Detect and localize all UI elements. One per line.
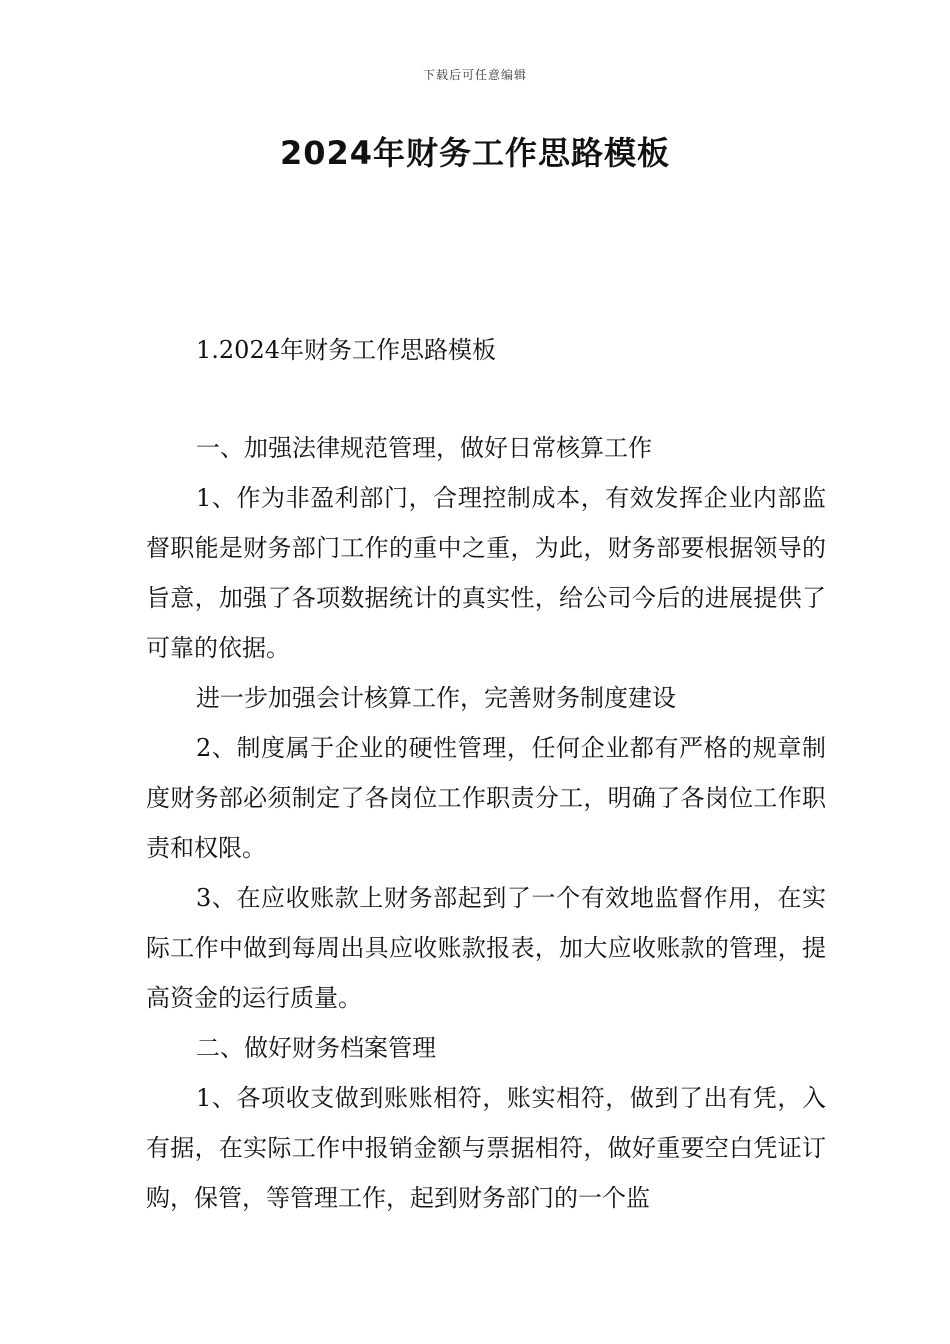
header-note: 下载后可任意编辑: [422, 68, 527, 82]
paragraph-heading-1: 一、加强法律规范管理，做好日常核算工作: [196, 434, 652, 462]
paragraph-subheading: 进一步加强会计核算工作，完善财务制度建设: [196, 684, 676, 712]
paragraph-heading-2: 二、做好财务档案管理: [196, 1034, 436, 1062]
document-body: [146, 423, 826, 1223]
paragraph: 3、在应收账款上财务部起到了一个有效地监督作用，在实际工作中做到每周出具应收账款报表，加大应收账款的管理，提高资金的运行质量。: [146, 884, 826, 1012]
paragraph: 1、作为非盈利部门，合理控制成本，有效发挥企业内部监督职能是财务部门工作的重中之重，为此，财务部要根据领导的旨意，加强了各项数据统计的真实性，给公司今后的进展提供了可靠的依据。: [146, 484, 826, 662]
document-title: 2024年财务工作思路模板: [279, 134, 671, 172]
section-heading: 1.2024年财务工作思路模板: [196, 336, 496, 364]
paragraph: 2、制度属于企业的硬性管理，任何企业都有严格的规章制度财务部必须制定了各岗位工作职责分工，明确了各岗位工作职责和权限。: [146, 734, 826, 862]
paragraph: 1、各项收支做到账账相符，账实相符，做到了出有凭，入有据，在实际工作中报销金额与票据相符，做好重要空白凭证订购，保管，等管理工作，起到财务部门的一个监: [146, 1084, 826, 1212]
